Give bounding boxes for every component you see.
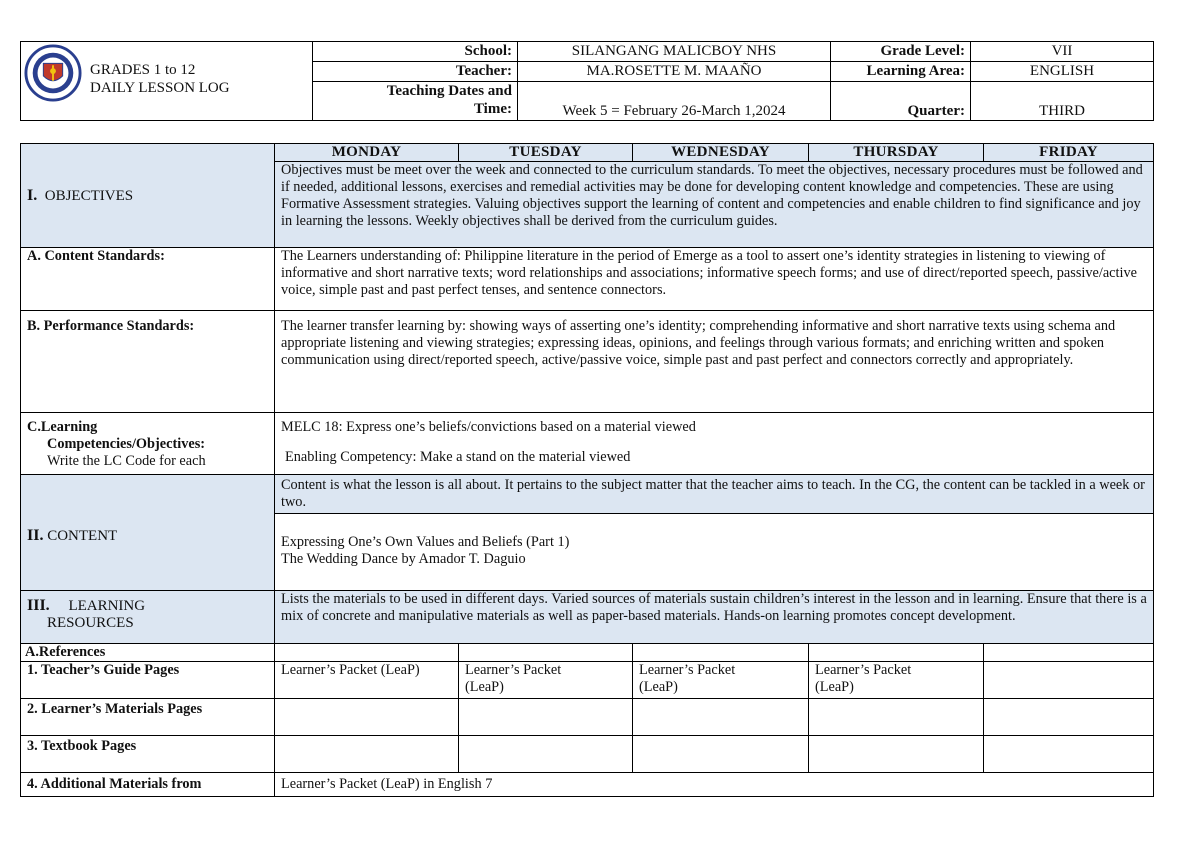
teaching-dates-label [313,82,518,121]
content-section-label [21,475,275,591]
teachers-guide-thursday: Learner’s Packet (LeaP) [809,662,984,699]
lesson-log-table [20,143,1154,797]
content-line1: Expressing One’s Own Values and Beliefs (Part 1) [281,534,570,550]
school-label: School: [313,42,518,62]
content-number: II. [27,527,44,544]
performance-standards-label: B. Performance Standards: [21,311,275,413]
resources-label-line2: RESOURCES [47,615,134,631]
content-label: CONTENT [47,528,118,544]
textbook-pages-friday [984,736,1154,773]
competencies-label-line1: C.Learning [27,419,98,435]
enabling-competency-text: Enabling Competency: Make a stand on the material viewed [285,449,631,465]
teaching-dates-label-line2: Time: [473,101,512,117]
content-line2: The Wedding Dance by Amador T. Daguio [281,551,526,567]
resources-section-label [21,591,275,644]
teachers-guide-monday: Learner’s Packet (LeaP) [275,662,459,699]
quarter-label: Quarter: [831,82,971,121]
deped-seal-icon [24,44,82,102]
grade-level-value: VII [971,42,1154,62]
objectives-description: Objectives must be meet over the week and connected to the curriculum standards. To meet the objectives, necessary procedures must be followed and if needed, additional lessons, exercises and remedial activities may be done for developing content knowledge and competencies. These are using Formative Assessment strategies. Valuing objectives support the learning of content and competencies and enable children to find significance and joy in learning the lessons. Weekly objectives shall be derived from the curriculum guides. [275,162,1154,248]
objectives-number: I. [27,186,38,204]
competencies-text [275,413,1154,475]
textbook-pages-monday [275,736,459,773]
references-monday [275,644,459,662]
content-standards-label: A. Content Standards: [21,248,275,311]
day-header-thursday: THURSDAY [809,144,984,162]
melc-text: MELC 18: Express one’s beliefs/convictions based on a material viewed [281,419,696,435]
teachers-guide-label: 1. Teacher’s Guide Pages [21,662,275,699]
teacher-value: MA.ROSETTE M. MAAÑO [518,62,831,82]
day-header-friday: FRIDAY [984,144,1154,162]
textbook-pages-wednesday [633,736,809,773]
teachers-guide-tuesday: Learner’s Packet (LeaP) [459,662,633,699]
teachers-guide-wednesday: Learner’s Packet (LeaP) [633,662,809,699]
teaching-dates-value: Week 5 = February 26-March 1,2024 [518,82,831,121]
header-title-line2: DAILY LESSON LOG [90,80,230,96]
day-header-monday: MONDAY [275,144,459,162]
day-header-tuesday: TUESDAY [459,144,633,162]
learners-materials-label: 2. Learner’s Materials Pages [21,699,275,736]
textbook-pages-tuesday [459,736,633,773]
learners-materials-friday [984,699,1154,736]
competencies-label-line3: Write the LC Code for each [47,453,206,469]
references-thursday [809,644,984,662]
content-text [275,514,1154,591]
resources-label-line1: LEARNING [68,598,146,614]
references-friday [984,644,1154,662]
objectives-label: OBJECTIVES [44,187,134,204]
day-header-wednesday: WEDNESDAY [633,144,809,162]
resources-description: Lists the materials to be used in different days. Varied sources of materials sustain children’s interest in the lesson and in learning. Ensure that there is a mix of concrete and manipulative materials as well as paper-based materials. Hands-on learning promotes concept development. [275,591,1154,644]
additional-materials-label: 4. Additional Materials from [21,773,275,797]
learners-materials-monday [275,699,459,736]
textbook-pages-label: 3. Textbook Pages [21,736,275,773]
competencies-label [21,413,275,475]
additional-materials-value: Learner’s Packet (LeaP) in English 7 [275,773,1154,797]
resources-number: III. [27,597,50,614]
content-standards-text: The Learners understanding of: Philippine literature in the period of Emerge as a tool to assert one’s identity strategies in listening to viewing of informative and short narrative texts; word relationships and associations; informative speech forms; and use of direct/reported speech, passive/active voice, simple past and past perfect tenses, and sentence connectors. [275,248,1154,311]
lesson-log-header [20,41,1154,121]
header-title-cell [21,42,313,121]
competencies-label-line2: Competencies/Objectives: [47,436,206,452]
header-title-line1: GRADES 1 to 12 [90,62,196,78]
objectives-section-label [21,144,275,248]
teaching-dates-label-line1: Teaching Dates and [386,83,512,99]
references-tuesday [459,644,633,662]
grade-level-label: Grade Level: [831,42,971,62]
content-description: Content is what the lesson is all about. It pertains to the subject matter that the teacher aims to teach. In the CG, the content can be tackled in a week or two. [275,475,1154,514]
quarter-value: THIRD [971,82,1154,121]
teachers-guide-friday [984,662,1154,699]
learners-materials-thursday [809,699,984,736]
learners-materials-wednesday [633,699,809,736]
performance-standards-text: The learner transfer learning by: showing ways of asserting one’s identity; comprehending informative and short narrative texts using schema and appropriate listening and viewing strategies; expressing ideas, opinions, and feelings through various formats; and enriching written and spoken communication using direct/reported speech, active/passive voice, simple past and past perfect and connectors correctly and appropriately. [275,311,1154,413]
learning-area-value: ENGLISH [971,62,1154,82]
references-label: A.References [21,644,275,662]
references-wednesday [633,644,809,662]
teacher-label: Teacher: [313,62,518,82]
learning-area-label: Learning Area: [831,62,971,82]
textbook-pages-thursday [809,736,984,773]
school-value: SILANGANG MALICBOY NHS [518,42,831,62]
learners-materials-tuesday [459,699,633,736]
